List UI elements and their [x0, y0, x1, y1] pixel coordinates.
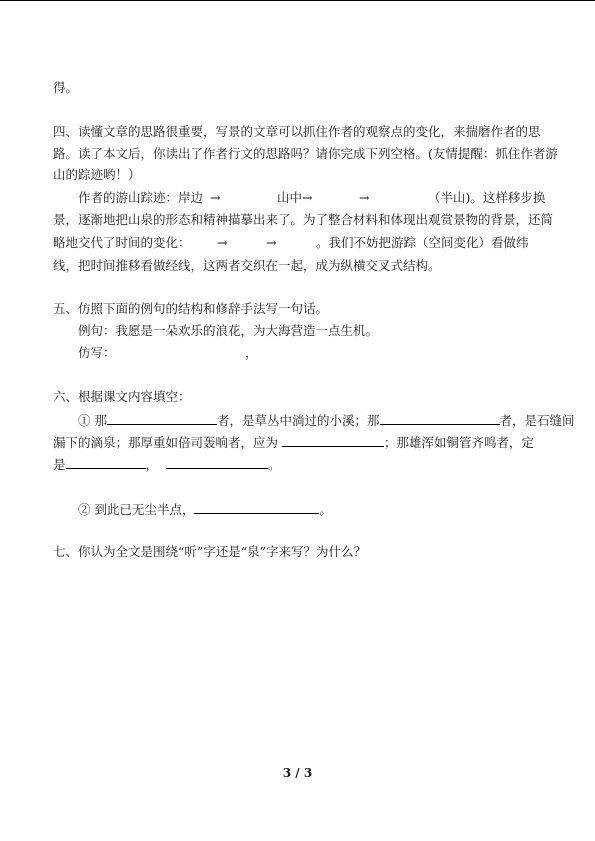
answer-blank[interactable]	[194, 500, 319, 514]
text-line: 路。读了本文后，你读出了作者行文的思路吗？请你完成下列空格。(友情提醒：抓住作者游	[53, 146, 558, 161]
text-line: 。我们不妨把游踪（空间变化）看做纬	[316, 235, 529, 250]
arrow-icon: →	[302, 190, 313, 205]
arrow-icon: →	[266, 235, 277, 250]
text-line: 景，逐渐地把山泉的形态和精神描摹出来了。为了整合材料和体现出观赏景物的背景，还简	[53, 212, 554, 227]
answer-blank[interactable]	[107, 411, 217, 425]
text-segment: ② 到此已无尘半点，	[78, 502, 195, 517]
fill-line	[78, 500, 332, 518]
text-segment: 漏下的滴泉；那厚重如倍司轰响者，应为	[53, 435, 279, 450]
fill-line	[53, 455, 281, 473]
question-4-heading: 四、读懂文章的思路很重要，写景的文章可以抓住作者的观察点的变化，来揣磨作者的思	[53, 124, 541, 139]
text-line: 得。	[53, 80, 79, 95]
text-segment: 。	[319, 502, 332, 517]
text-line: ，	[245, 345, 258, 360]
text-segment: 是	[53, 457, 66, 472]
arrow-icon: →	[210, 190, 221, 205]
text-segment: ；那雄浑如铜管齐鸣者，定	[384, 435, 535, 450]
text-line: 作者的游山踪迹：岸边	[78, 190, 204, 205]
arrow-icon: →	[217, 235, 228, 250]
arrow-icon: →	[359, 190, 370, 205]
fill-line	[78, 411, 575, 429]
page-number: 3 / 3	[282, 766, 313, 780]
answer-blank[interactable]	[166, 455, 268, 469]
text-line: 山中	[277, 190, 303, 205]
imitation-label: 仿写：	[78, 345, 116, 360]
answer-blank[interactable]	[282, 433, 384, 447]
text-segment: ，	[145, 457, 159, 472]
text-line: 略地交代了时间的变化：	[53, 235, 191, 250]
question-6-heading: 六、根据课文内容填空：	[53, 389, 191, 404]
text-line: （半山)。这样移步换	[428, 190, 546, 205]
example-sentence: 例句：我愿是一朵欢乐的浪花，为大海营造一点生机。	[78, 323, 379, 338]
answer-blank[interactable]	[380, 411, 500, 425]
text-segment: 者，是石缝间	[499, 413, 575, 428]
question-7-heading: 七、你认为全文是围绕“听”字还是“泉”字来写？为什么？	[53, 544, 367, 559]
page-top-rule	[0, 0, 595, 1]
text-line: 线，把时间推移看做经线，这两者交织在一起，成为纵横交叉式结构。	[53, 258, 441, 273]
text-line: 山的踪迹哟！）	[53, 167, 141, 182]
text-segment: 者，是草丛中淌过的小溪；那	[216, 413, 380, 428]
text-segment: ① 那	[78, 413, 107, 428]
fill-line	[53, 433, 534, 451]
text-segment: 。	[267, 457, 281, 472]
answer-blank[interactable]	[66, 455, 146, 469]
question-5-heading: 五、仿照下面的例句的结构和修辞手法写一句话。	[53, 301, 329, 316]
